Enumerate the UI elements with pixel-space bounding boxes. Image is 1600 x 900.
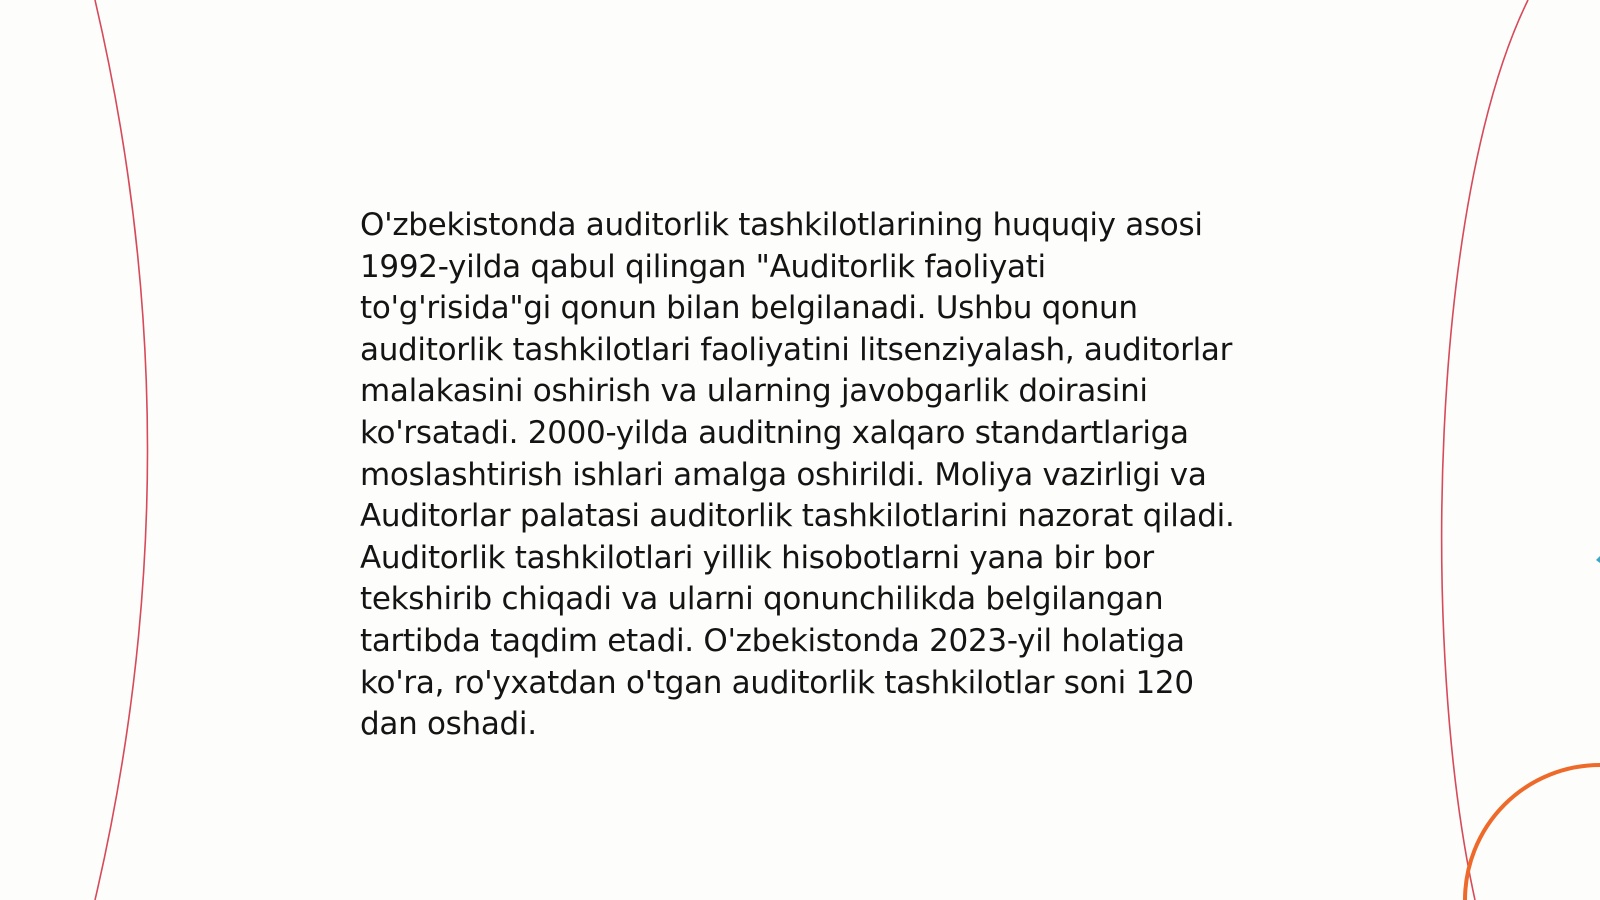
right-curve-line bbox=[1442, 0, 1528, 900]
teal-accent bbox=[1596, 556, 1600, 563]
left-curve-line bbox=[95, 0, 148, 900]
slide-body-text: O'zbekistonda auditorlik tashkilotlarining huquqiy asosi 1992-yilda qabul qilingan "Auditorlik faoliyati to'g'risida"gi qonun bilan belgilanadi. Ushbu qonun auditorlik tashkilotlari faoliyatini litsenziyalash, auditorlar malakasini oshirish va ularning javobgarlik doirasini ko'rsatadi. 2000-yilda auditning xalqaro standartlariga moslashtirish ishlari amalga oshirildi. Moliya vazirligi va Auditorlar palatasi auditorlik tashkilotlarini nazorat qiladi. Auditorlik tashkilotlari yillik hisobotlarni yana bir bor tekshirib chiqadi va ularni qonunchilikda belgilangan tartibda taqdim etadi. O'zbekistonda 2023-yil holatiga ko'ra, ro'yxatdan o'tgan auditorlik tashkilotlar soni 120 dan oshadi. bbox=[360, 207, 1235, 743]
orange-arc bbox=[1465, 765, 1600, 900]
